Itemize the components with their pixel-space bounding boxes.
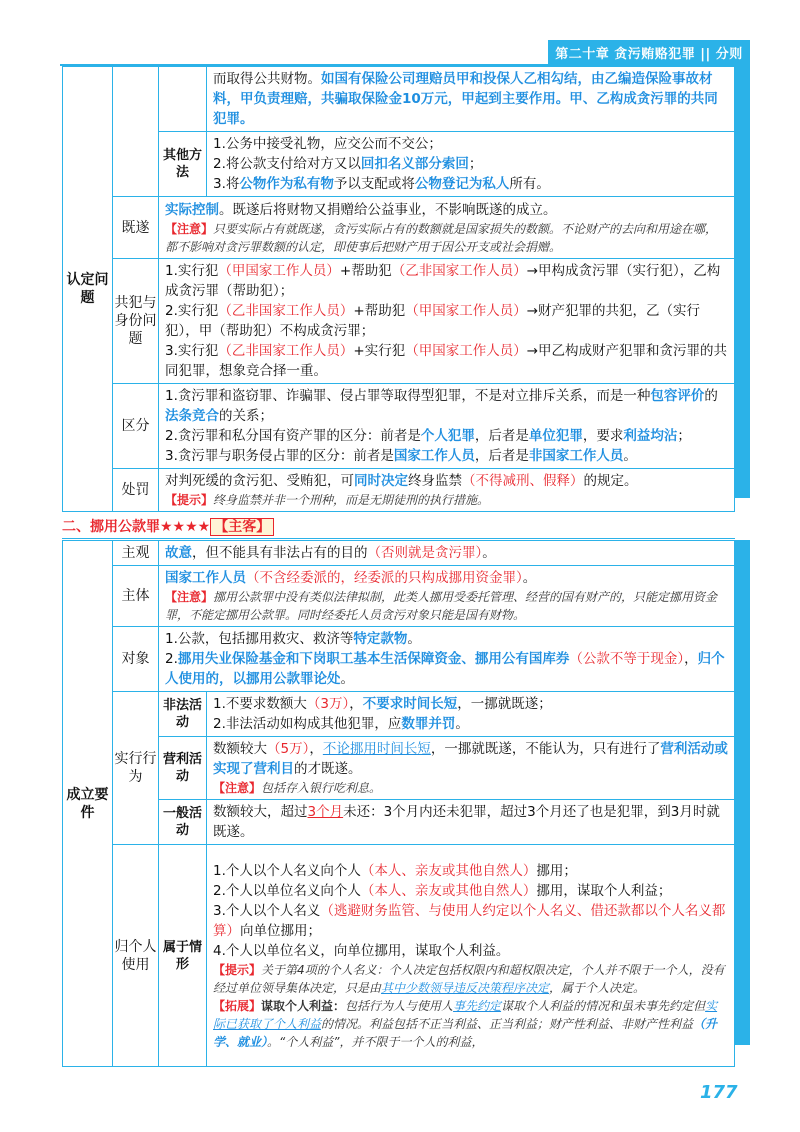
margin-bar-top [735, 66, 750, 498]
label-illegal-activity: 非法活动 [159, 692, 207, 737]
label-accomplice: 共犯与身份问题 [113, 259, 159, 384]
row-punishment: 对判死缓的贪污犯、受贿犯，可同时决定终身监禁（不得减刑、假释）的规定。 【提示】终身监禁并非一个刑种，而是无期徒刑的执行措施。 [159, 469, 735, 512]
cell-blank [113, 67, 159, 197]
row-subject: 国家工作人员（不含经委派的，经委派的只构成挪用资金罪）。 【注意】挪用公款罪中没有类似法律拟制，此类人挪用受委托管理、经营的国有财产的，只能定挪用资金罪，不能定挪用公款罪。同时经委托人员贪污对象只能是国有财物。 [159, 566, 735, 627]
category-recognition: 认定问题 [63, 67, 113, 512]
label-object: 对象 [113, 627, 159, 692]
label-profit-activity: 营利活动 [159, 737, 207, 800]
row-continued: 而取得公共财物。如国有保险公司理赔员甲和投保人乙相勾结，由乙编造保险事故材料，甲负责理赔，共骗取保险金10万元，甲起到主要作用。甲、乙构成贪污罪的共同犯罪。 [207, 67, 735, 132]
row-accomplice: 1.实行犯（甲国家工作人员）+帮助犯（乙非国家工作人员）→甲构成贪污罪（实行犯），乙构成贪污罪（帮助犯）； 2.实行犯（乙非国家工作人员）+帮助犯（甲国家工作人员）→财产犯罪的共犯，乙（实行犯），甲（帮助犯）不构成贪污罪； 3.实行犯（乙非国家工作人员）+实行犯（甲国家工作人员）→甲乙构成财产犯罪和贪污罪的共同犯罪，想象竞合择一重。 [159, 259, 735, 384]
row-illegal-activity: 1.不要求数额大（3万），不要求时间长短，一挪就既遂； 2.非法活动如构成其他犯罪，应数罪并罚。 [207, 692, 735, 737]
row-other-methods: 1.公务中接受礼物，应交公而不交公； 2.将公款支付给对方又以回扣名义部分索回； 3.将公物作为私有物予以支配或将公物登记为私人所有。 [207, 132, 735, 197]
row-personal-use: 1.个人以个人名义向个人（本人、亲友或其他自然人）挪用； 2.个人以单位名义向个人（本人、亲友或其他自然人）挪用，谋取个人利益； 3.个人以个人名义（逃避财务监管、与使用人约定以个人名义、借还款都以个人名义都算）向单位挪用； 4.个人以单位名义，向单位挪用，谋取个人利益。 【提示】关于第4项的个人名义：个人决定包括权限内和超权限决定，个人并不限于一个人，没有经过单位领导集体决定，只是由其中少数领导违反决策程序决定，属于个人决定。 【拓展】谋取个人利益：包括行为人与使用人事先约定谋取个人利益的情况和虽未事先约定但实际已获取了个人利益的情况。利益包括不正当利益、正当利益；财产性利益、非财产性利益（升学、就业）。“个人利益”，并不限于一个人的利益， [207, 845, 735, 1067]
subject-tag: 【主客】 [210, 518, 274, 536]
row-object: 1.公款，包括挪用救灾、救济等特定款物。 2.挪用失业保险基金和下岗职工基本生活保障资金、挪用公有国库券（公款不等于现金），归个人使用的，以挪用公款罪论处。 [159, 627, 735, 692]
label-distinction: 区分 [113, 384, 159, 469]
row-general-activity: 数额较大，超过3个月未还：3个月内还未犯罪，超过3个月还了也是犯罪，到3月时就既遂。 [207, 800, 735, 845]
table-elements [62, 540, 735, 1067]
margin-bar-bottom [735, 540, 750, 1045]
category-elements: 成立要件 [63, 541, 113, 1067]
section-divider [62, 538, 735, 539]
row-mental: 故意，但不能具有非法占有的目的（否则就是贪污罪）。 [159, 541, 735, 566]
label-situations: 属于情形 [159, 845, 207, 1067]
table-recognition [62, 66, 735, 512]
chapter-header: 第二十章 贪污贿赂犯罪 || 分则 [548, 40, 750, 64]
cell-blank-2 [159, 67, 207, 132]
row-profit-activity: 数额较大（5万），不论挪用时间长短，一挪就既遂，不能认为，只有进行了营利活动或实现了营利目的才既遂。 【注意】包括存入银行吃利息。 [207, 737, 735, 800]
label-completion: 既遂 [113, 197, 159, 259]
label-other-methods: 其他方法 [159, 132, 207, 197]
star-rating: ★★★★ [160, 519, 211, 535]
label-general-activity: 一般活动 [159, 800, 207, 845]
section-heading: 二、挪用公款罪★★★★ 【主客】 [62, 516, 274, 536]
label-personal-use: 归个人使用 [113, 845, 159, 1067]
row-completion: 实际控制。既遂后将财物又捐赠给公益事业，不影响既遂的成立。 【注意】只要实际占有就既遂，贪污实际占有的数额就是国家损失的数额。不论财产的去向和用途在哪，都不影响对贪污罪数额的认定，即使事后把财产用于因公开支或社会捐赠。 [159, 197, 735, 259]
label-mental: 主观 [113, 541, 159, 566]
label-punishment: 处罚 [113, 469, 159, 512]
label-act: 实行行为 [113, 692, 159, 845]
page-number: 177 [700, 1082, 738, 1103]
row-distinction: 1.贪污罪和盗窃罪、诈骗罪、侵占罪等取得型犯罪，不是对立排斥关系，而是一种包容评价的法条竞合的关系； 2.贪污罪和私分国有资产罪的区分：前者是个人犯罪，后者是单位犯罪，要求利益均沾； 3.贪污罪与职务侵占罪的区分：前者是国家工作人员，后者是非国家工作人员。 [159, 384, 735, 469]
label-subject: 主体 [113, 566, 159, 627]
